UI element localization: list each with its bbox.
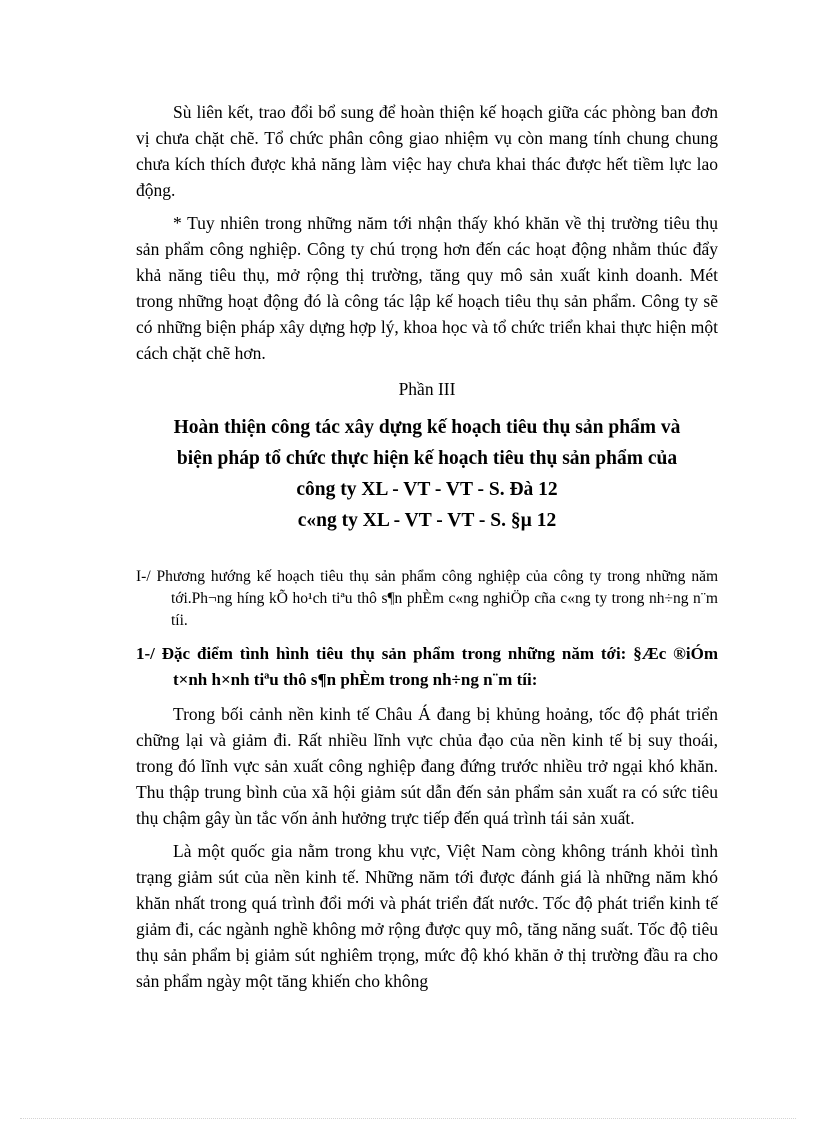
section-1-1-heading: 1-/ Đặc điểm tình hình tiêu thụ sản phẩm trong những năm tới: §Æc ®iÓm t×nh h×nh tiªu thô s¶n phÈm trong nh÷ng n¨m tíi: — [136, 644, 718, 689]
heading-line-3: công ty XL - VT - VT - S. Đà 12 — [296, 479, 558, 500]
page-bottom-rule — [20, 1118, 796, 1119]
intro-paragraph-2: * Tuy nhiên trong những năm tới nhận thấy khó khăn về thị trường tiêu thụ sản phẩm công nghiệp. Công ty chú trọng hơn đến các hoạt động nhằm thúc đẩy khả năng tiêu thụ, mở rộng thị trường, tăng quy mô sản xuất kinh doanh. Mét trong những hoạt động đó là công tác lập kế hoạch tiêu thụ sản phẩm. Công ty sẽ có những biện pháp xây dựng hợp lý, khoa học và tổ chức triển khai thực hiện một cách chặt chẽ hơn. — [136, 213, 718, 363]
heading-line-2: biện pháp tổ chức thực hiện kế hoạch tiêu thụ sản phẩm của — [176, 448, 678, 469]
heading-line-4: c«ng ty XL - VT - VT - S. §µ 12 — [297, 510, 557, 531]
body-paragraph-2: Là một quốc gia nằm trong khu vực, Việt Nam còng không tránh khỏi tình trạng giảm sút của nền kinh tế. Những năm tới được đánh giá là những năm khó khăn nhất trong quá trình đổi mới và phát triển đất nước. Tốc độ phát triển kinh tế giảm đi, các ngành nghề không mở rộng được quy mô, tăng năng suất. Tốc độ tiêu thụ sản phẩm bị giảm sút nghiêm trọng, mức độ khó khăn ở thị trường đầu ra cho sản phẩm ngày một tăng khiến cho không — [136, 841, 718, 991]
intro-paragraph-1: Sù liên kết, trao đổi bổ sung để hoàn thiện kế hoạch giữa các phòng ban đơn vị chưa chặt chẽ. Tổ chức phân công giao nhiệm vụ còn mang tính chung chung chưa kích thích được khả năng làm việc hay chưa khai thác được hết tiềm lực lao động. — [136, 102, 718, 200]
heading-line-1: Hoàn thiện công tác xây dựng kế hoạch tiêu thụ sản phẩm và — [173, 417, 681, 438]
section-1-heading: I-/ Phương hướng kế hoạch tiêu thụ sản phẩm công nghiệp của công ty trong những năm tới.Ph¬ng híng kÕ ho¹ch tiªu thô s¶n phÈm c«ng nghiÖp cña c«ng ty trong nh÷ng n¨m tíi. — [136, 568, 718, 629]
document-page — [136, 99, 718, 994]
part-label: Phần III — [398, 379, 456, 399]
chapter-heading — [136, 412, 718, 536]
body-paragraph-1: Trong bối cảnh nền kinh tế Châu Á đang bị khủng hoảng, tốc độ phát triển chững lại và giảm đi. Rất nhiều lĩnh vực chủa đạo của nền kinh tế bị suy thoái, trong đó lĩnh vực sản xuất công nghiệp đang đứng trước nhiều trở ngại khó khăn. Thu thập trung bình của xã hội giảm sút dẫn đến sản phẩm sản xuất ra có sức tiêu thụ chậm gây ùn tắc vốn ảnh hưởng trực tiếp đến quá trình tái sản xuất. — [136, 704, 718, 828]
